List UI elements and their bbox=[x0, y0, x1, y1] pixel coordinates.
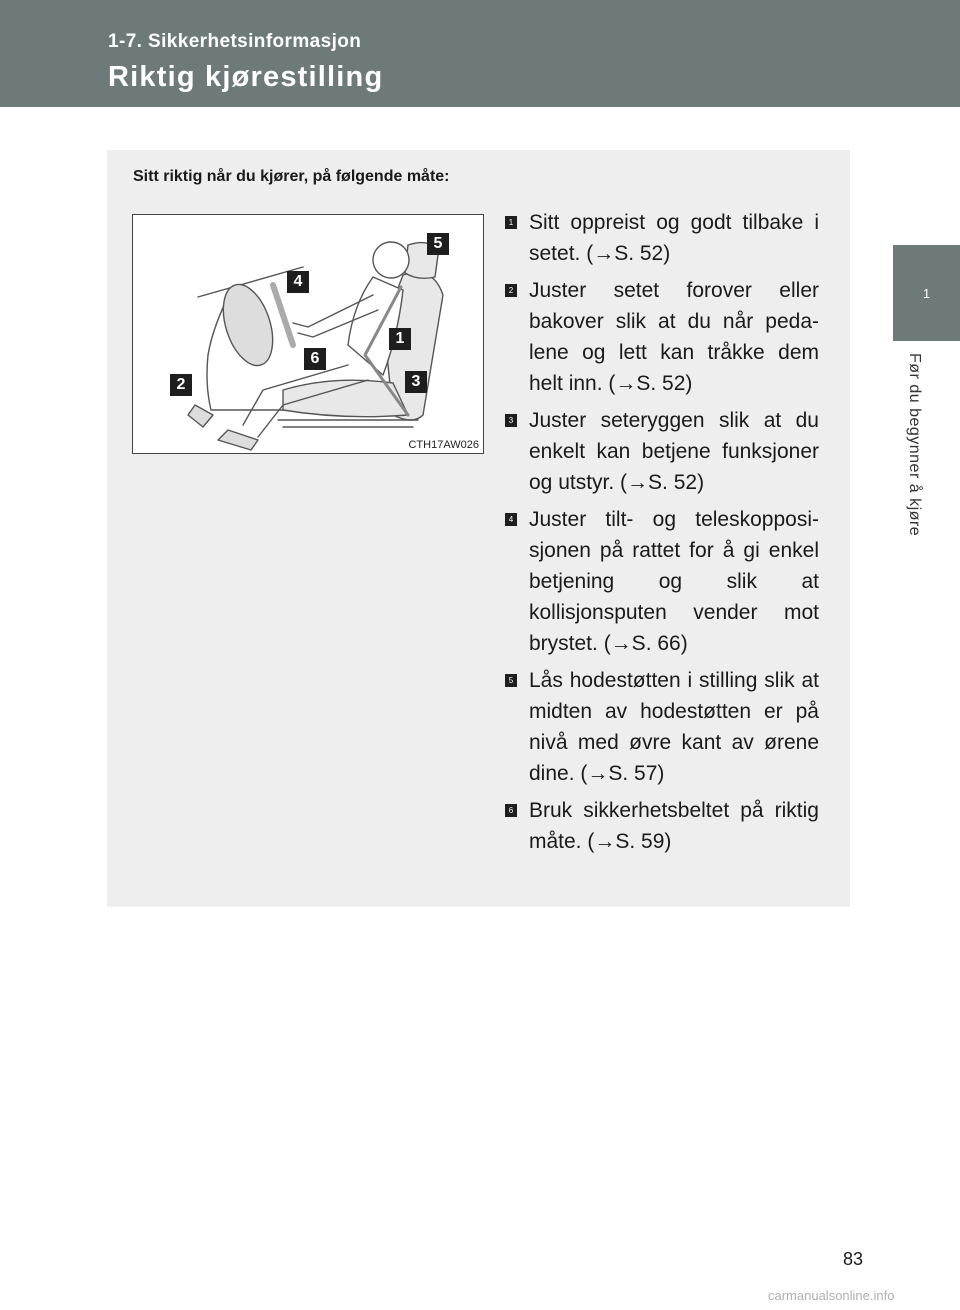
step-number: 6 bbox=[505, 804, 517, 817]
step-list bbox=[505, 207, 819, 863]
step-item bbox=[505, 275, 819, 399]
step-text: Bruk sikkerhetsbeltet på riktig måte. (→S. 59) bbox=[529, 799, 819, 853]
chapter-tab bbox=[893, 245, 960, 341]
figure-callout-6: 6 bbox=[304, 348, 326, 370]
step-text: Sitt oppreist og godt tilbake i setet. (→S. 52) bbox=[529, 211, 819, 265]
panel-intro: Sitt riktig når du kjører, på følgende måte: bbox=[133, 168, 450, 185]
figure-callout-5: 5 bbox=[427, 233, 449, 255]
driving-position-figure bbox=[132, 214, 484, 454]
figure-callout-3: 3 bbox=[405, 371, 427, 393]
step-item bbox=[505, 207, 819, 269]
step-text: Lås hodestøtten i stilling slik at midten av hodestøtten er på nivå med øvre kant av ørene dine. (→S. 57) bbox=[529, 669, 819, 785]
page-number: 83 bbox=[843, 1249, 864, 1269]
figure-callout-4: 4 bbox=[287, 271, 309, 293]
step-number: 4 bbox=[505, 513, 517, 526]
step-item bbox=[505, 665, 819, 789]
step-text: Juster tilt- og teleskopposisjonen på rattet for å gi enkel betjening og slik at kollisjonsputen vender mot brystet. (→S. 66) bbox=[529, 508, 819, 655]
figure-callout-1: 1 bbox=[389, 328, 411, 350]
watermark: carmanualsonline.info bbox=[768, 1288, 895, 1303]
step-number: 1 bbox=[505, 216, 517, 229]
step-item bbox=[505, 405, 819, 498]
figure-code: CTH17AW026 bbox=[408, 439, 479, 451]
step-text: Juster seteryggen slik at du enkelt kan betjene funksjoner og utstyr. (→S. 52) bbox=[529, 409, 819, 494]
step-number: 3 bbox=[505, 414, 517, 427]
chapter-label: Før du begynner å kjøre bbox=[906, 353, 923, 537]
step-text: Juster setet forover eller bakover slik at du når pedalene og lett kan tråkke dem helt inn. (→S. 52) bbox=[529, 279, 819, 395]
step-item bbox=[505, 504, 819, 659]
section-label: 1-7. Sikkerhetsinformasjon bbox=[108, 31, 362, 52]
step-item bbox=[505, 795, 819, 857]
chapter-number: 1 bbox=[922, 285, 931, 301]
page-header bbox=[0, 0, 960, 107]
step-number: 2 bbox=[505, 284, 517, 297]
figure-callout-2: 2 bbox=[170, 374, 192, 396]
step-number: 5 bbox=[505, 674, 517, 687]
page-title: Riktig kjørestilling bbox=[108, 61, 384, 93]
